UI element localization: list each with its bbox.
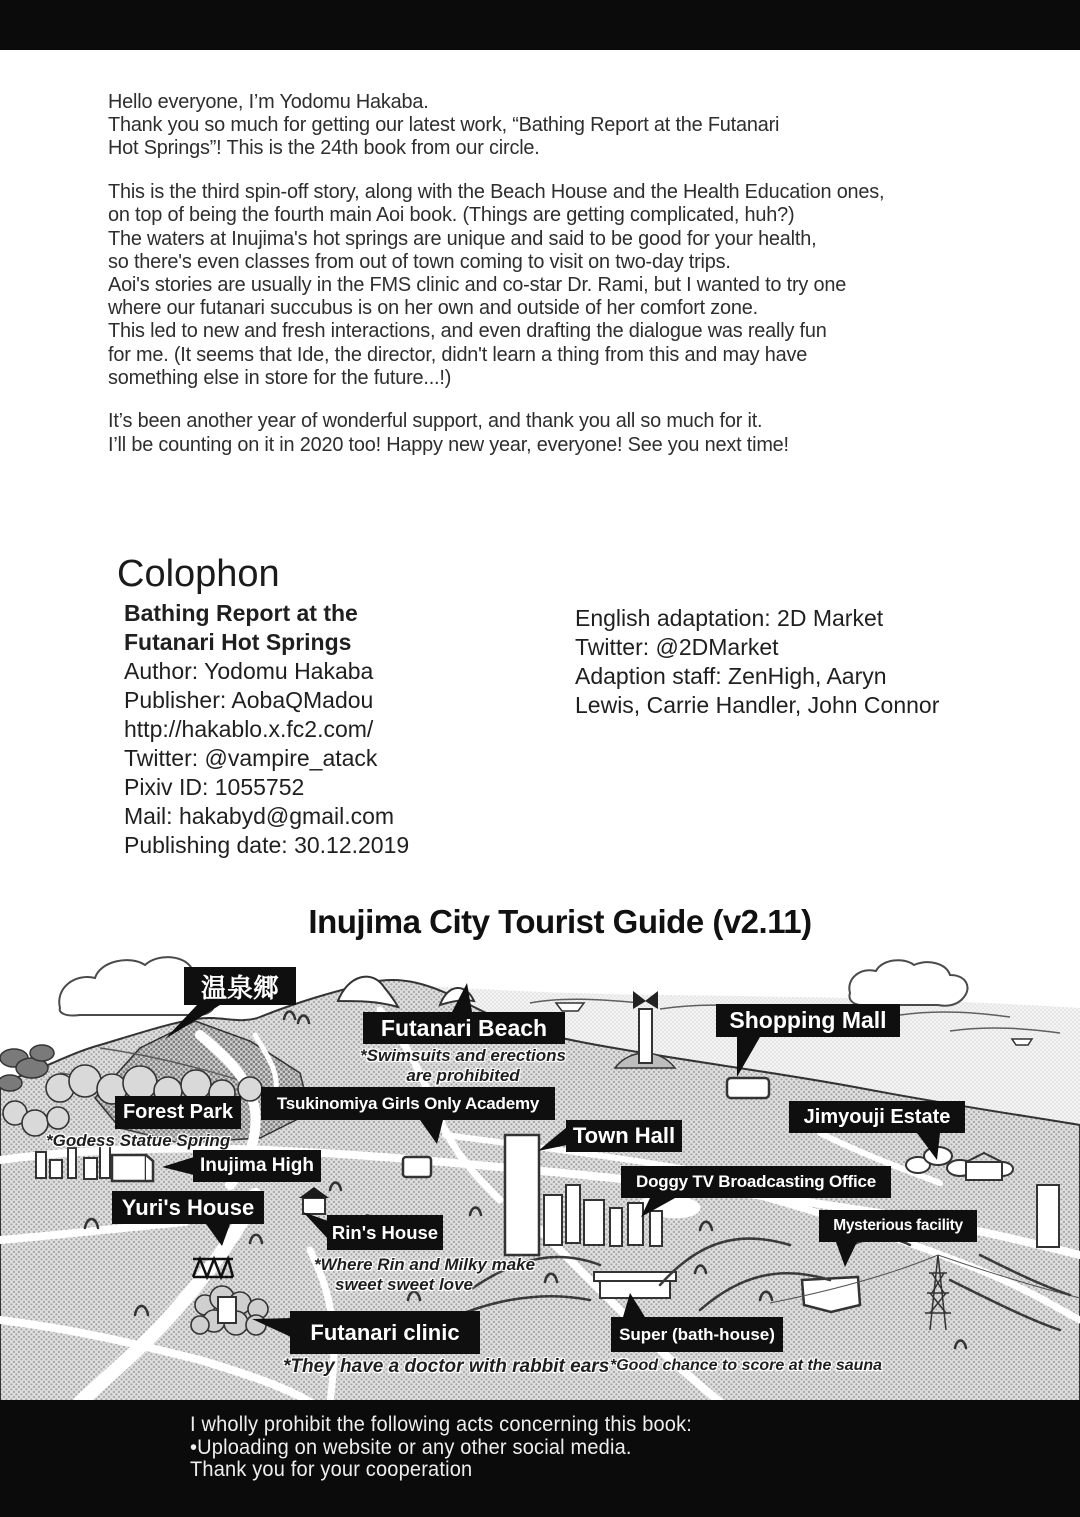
footer-bar xyxy=(0,1400,1080,1517)
text-line: something else in store for the future...!) xyxy=(108,365,452,389)
map-label-futanari-clinic: Futanari clinic xyxy=(290,1311,480,1354)
map-label-town-hall: Town Hall xyxy=(566,1120,682,1152)
text-line: It’s been another year of wonderful support, and thank you all so much for it. xyxy=(108,409,763,433)
text-line: Author: Yodomu Hakaba xyxy=(124,658,374,684)
text-line: The waters at Inujima's hot springs are unique and said to be good for your health, xyxy=(108,226,817,250)
text-line: Adaption staff: ZenHigh, Aaryn xyxy=(575,663,887,689)
map-label-jimyouji-estate: Jimyouji Estate xyxy=(789,1101,965,1133)
text-line: Lewis, Carrie Handler, John Connor xyxy=(575,692,940,718)
text-line: Hello everyone, I’m Yodomu Hakaba. xyxy=(108,90,429,113)
top-border-bar xyxy=(0,0,1080,50)
bath-house-building xyxy=(594,1272,676,1298)
text-line: for me. (It seems that Ide, the director, didn't learn a thing from this and may have xyxy=(108,342,808,366)
text-line: are prohibited xyxy=(406,1066,520,1085)
footer-prohibition-text xyxy=(190,1413,692,1481)
map-label-academy: Tsukinomiya Girls Only Academy xyxy=(261,1087,555,1120)
text-line: This led to new and fresh interactions, and even drafting the dialogue was really fun xyxy=(108,319,827,343)
map-label-doggy-tv: Doggy TV Broadcasting Office xyxy=(621,1166,891,1198)
text-line: *Where Rin and Milky make xyxy=(314,1255,536,1274)
text-line: Publisher: AobaQMadou xyxy=(124,687,374,713)
colophon-heading: Colophon xyxy=(117,553,280,595)
map-label-futanari-beach: Futanari Beach xyxy=(363,1012,565,1044)
text-line: http://hakablo.x.fc2.com/ xyxy=(124,716,374,742)
caption-beach-note xyxy=(355,1046,571,1086)
text-line: sweet sweet love xyxy=(335,1275,473,1294)
map-label-forest-park: Forest Park xyxy=(115,1096,241,1129)
map-label-inujima-high: Inujima High xyxy=(193,1150,321,1182)
text-line: Hot Springs”! This is the 24th book from our circle. xyxy=(108,136,540,160)
text-line: Pixiv ID: 1055752 xyxy=(124,774,305,800)
tourist-map xyxy=(0,953,1080,1402)
text-line: Publishing date: 30.12.2019 xyxy=(124,832,410,858)
text-line: Thank you so much for getting our latest work, “Bathing Report at the Futanari xyxy=(108,113,780,137)
map-label-onsen-district: 温泉郷 xyxy=(184,967,296,1005)
caption-super-note: *Good chance to score at the sauna xyxy=(610,1357,883,1374)
text-line: *Swimsuits and erections xyxy=(360,1046,566,1065)
text-line: English adaptation: 2D Market xyxy=(575,605,884,631)
tall-tower-building xyxy=(505,1135,539,1255)
map-label-rins-house: Rin's House xyxy=(327,1215,443,1250)
text-line: Thank you for your cooperation xyxy=(190,1457,473,1481)
text-line xyxy=(108,160,884,181)
school-building xyxy=(112,1155,153,1181)
academy-building xyxy=(403,1157,431,1177)
text-line: so there's even classes from out of town coming to visit on two-day trips. xyxy=(108,249,731,273)
map-label-mysterious-facility: Mysterious facility xyxy=(819,1210,977,1242)
book-title-line1: Bathing Report at the xyxy=(124,600,358,626)
text-line: on top of being the fourth main Aoi book. (Things are getting complicated, huh?) xyxy=(108,203,795,227)
map-label-yuris-house: Yuri's House xyxy=(112,1191,264,1224)
text-line: Twitter: @2DMarket xyxy=(575,634,779,660)
text-line: where our futanari succubus is on her own and outside of her comfort zone. xyxy=(108,296,758,320)
text-line: This is the third spin-off story, along with the Beach House and the Health Education ones, xyxy=(108,180,885,204)
caption-godess-spring: *Godess Statue Spring xyxy=(46,1131,231,1150)
right-edge-building xyxy=(1037,1185,1059,1247)
text-line: I wholly prohibit the following acts concerning this book: xyxy=(190,1412,693,1436)
text-line xyxy=(108,389,884,410)
clinic-building xyxy=(218,1297,236,1323)
shopping-mall-building xyxy=(727,1078,769,1098)
text-line: Aoi's stories are usually in the FMS clinic and co-star Dr. Rami, but I wanted to try one xyxy=(108,272,847,296)
afterword-text xyxy=(108,90,884,456)
map-label-super-bath: Super (bath-house) xyxy=(611,1317,783,1352)
map-label-shopping-mall: Shopping Mall xyxy=(716,1004,900,1037)
caption-clinic-note: *They have a doctor with rabbit ears xyxy=(283,1356,610,1377)
text-line: Mail: hakabyd@gmail.com xyxy=(124,803,395,829)
map-title: Inujima City Tourist Guide (v2.11) xyxy=(308,903,812,940)
caption-rins-note xyxy=(314,1255,536,1295)
colophon-detail-lines xyxy=(124,657,409,860)
text-line: •Uploading on website or any other social media. xyxy=(190,1434,632,1459)
text-line: I’ll be counting on it in 2020 too! Happy new year, everyone! See you next time! xyxy=(108,432,789,456)
adaptation-credits xyxy=(575,604,939,720)
text-line: Twitter: @vampire_atack xyxy=(124,745,378,771)
book-title-line2: Futanari Hot Springs xyxy=(124,629,352,655)
book-title xyxy=(124,599,409,657)
colophon-details xyxy=(124,599,409,860)
